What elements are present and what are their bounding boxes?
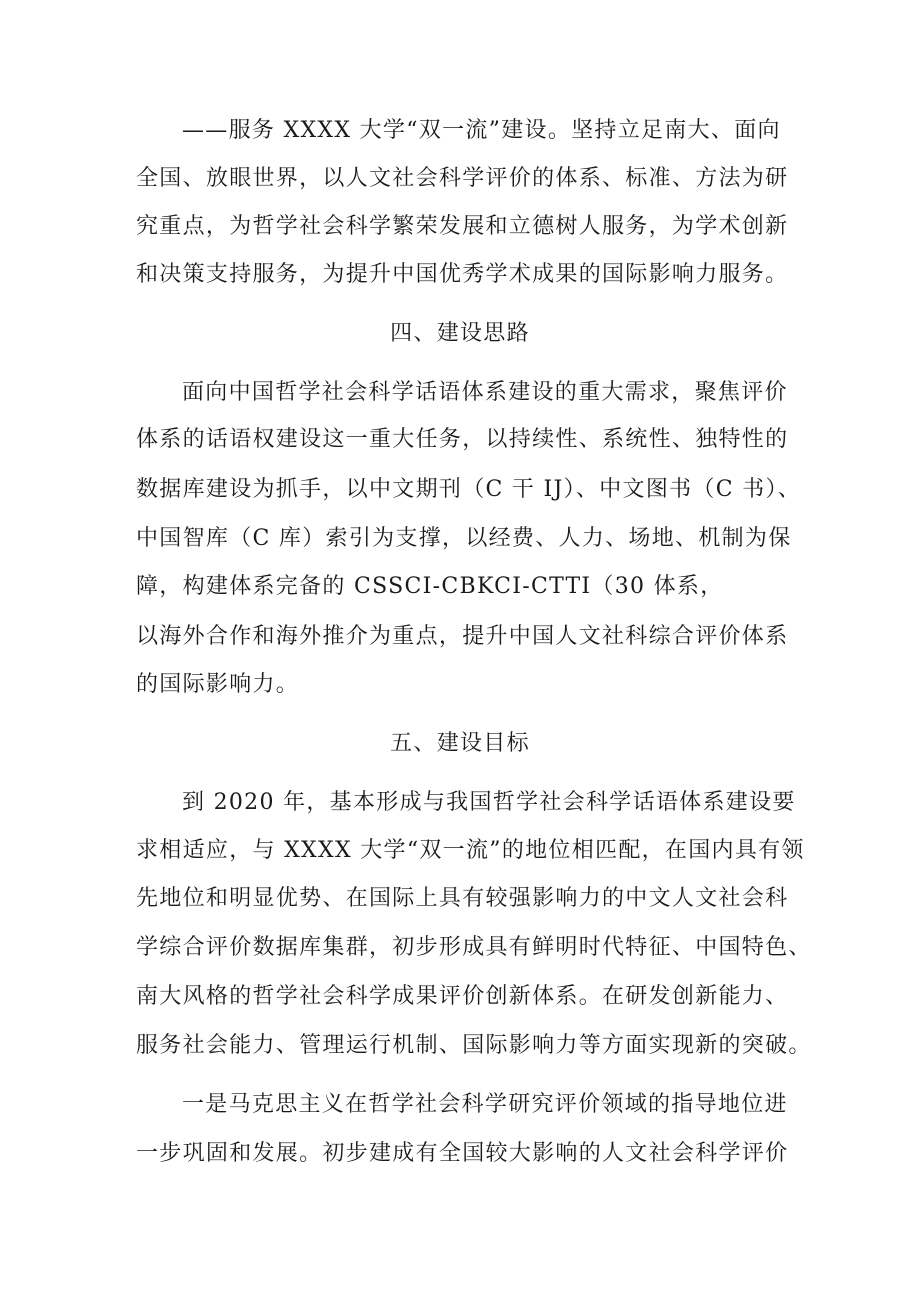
paragraph-s4-line-5: 障，构建体系完备的 CSSCI-CBKCI-CTTI（30 体系， <box>136 574 724 599</box>
paragraph-intro-line-2: 全国、放眼世界，以人文社会科学评价的体系、标准、方法为研 <box>136 166 789 191</box>
paragraph-intro-line-3: 究重点，为哲学社会科学繁荣发展和立德树人服务，为学术创新 <box>136 214 789 239</box>
paragraph-goal1-line-2: 一步巩固和发展。初步建成有全国较大影响的人文社会科学评价 <box>136 1141 789 1166</box>
paragraph-s4-line-1: 面向中国哲学社会科学话语体系建设的重大需求，聚焦评价 <box>182 380 788 405</box>
paragraph-s5-line-2: 求相适应，与 XXXX 大学“双一流”的地位相匹配，在国内具有领 <box>136 838 805 863</box>
paragraph-intro-line-1: ——服务 XXXX 大学“双一流”建设。坚持立足南大、面向 <box>182 118 781 143</box>
section-heading-4: 四、建设思路 <box>390 321 530 346</box>
paragraph-s5-line-5: 南大风格的哲学社会科学成果评价创新体系。在研发创新能力、 <box>136 984 789 1009</box>
paragraph-goal1-line-1: 一是马克思主义在哲学社会科学研究评价领域的指导地位进 <box>182 1092 788 1117</box>
paragraph-s5-line-3: 先地位和明显优势、在国际上具有较强影响力的中文人文社会科 <box>136 886 789 911</box>
paragraph-s5-line-1: 到 2020 年，基本形成与我国哲学社会科学话语体系建设要 <box>182 790 796 815</box>
paragraph-s4-line-6: 以海外合作和海外推介为重点，提升中国人文社科综合评价体系 <box>136 624 789 649</box>
paragraph-s4-line-4: 中国智库（C 库）索引为支撑，以经费、人力、场地、机制为保 <box>136 526 792 551</box>
paragraph-s4-line-2: 体系的话语权建设这一重大任务，以持续性、系统性、独特性的 <box>136 427 789 452</box>
paragraph-s5-line-6: 服务社会能力、管理运行机制、国际影响力等方面实现新的突破。 <box>136 1033 812 1058</box>
paragraph-intro-line-4: 和决策支持服务，为提升中国优秀学术成果的国际影响力服务。 <box>136 262 789 287</box>
paragraph-s5-line-4: 学综合评价数据库集群，初步形成具有鲜明时代特征、中国特色、 <box>136 935 812 960</box>
paragraph-s4-line-7: 的国际影响力。 <box>136 672 300 697</box>
paragraph-s4-line-3: 数据库建设为抓手，以中文期刊（C 干 IJ）、中文图书（C 书）、 <box>136 477 802 502</box>
section-heading-5: 五、建设目标 <box>390 731 530 756</box>
